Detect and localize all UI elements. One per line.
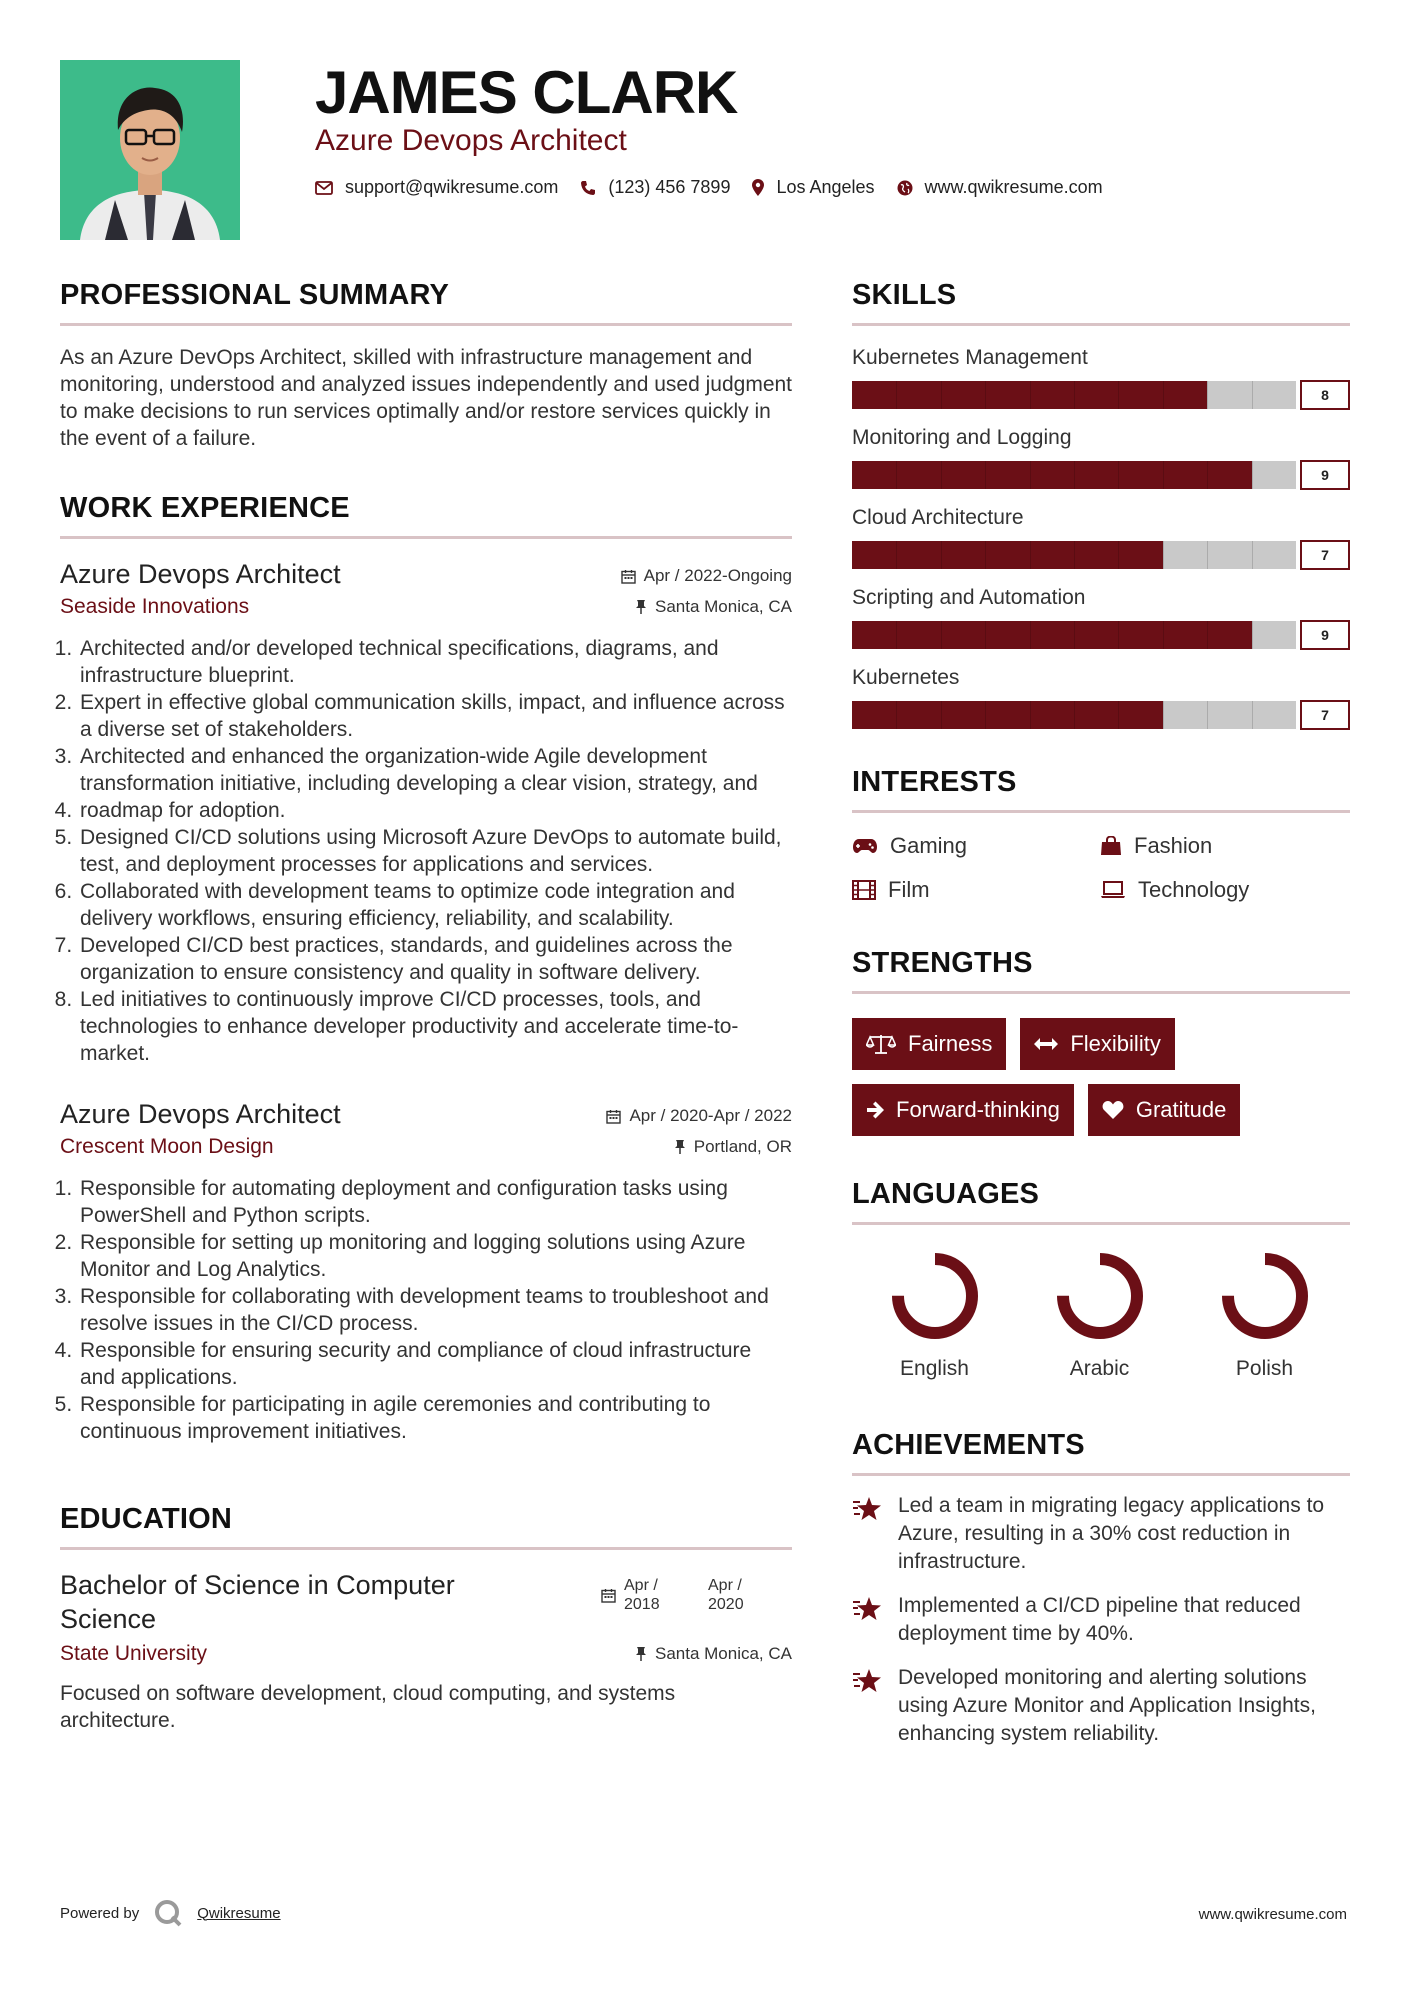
skill-segment-divider	[985, 461, 986, 489]
strength-label: Forward-thinking	[896, 1097, 1060, 1122]
skill-item	[852, 504, 1350, 570]
skill-bar	[852, 380, 1350, 410]
skill-segment-divider	[896, 701, 897, 729]
skill-segment-divider	[941, 541, 942, 569]
right-column	[852, 275, 1350, 1748]
achievement-text: Developed monitoring and alerting solutions using Azure Monitor and Application Insights, enhancing system reliability.	[898, 1666, 1316, 1745]
gamepad-icon	[852, 838, 878, 854]
strength-tag	[852, 1018, 1006, 1070]
summary-text: As an Azure DevOps Architect, skilled with infrastructure management and monitoring, understood and analyzed issues independently and used judgment to make decisions to run services optimally and/or restore services quickly in the event of a failure.	[60, 346, 793, 450]
skill-segment-divider	[1252, 621, 1253, 649]
job-dates: Apr / 2022-Ongoing	[643, 566, 792, 585]
duty-item: 2. Responsible for setting up monitoring and logging solutions using Azure Monitor and Log Analytics.	[78, 1229, 792, 1283]
interests-list	[852, 833, 1350, 903]
achievement-text: Implemented a CI/CD pipeline that reduced deployment time by 40%.	[898, 1594, 1301, 1645]
strength-tag	[1020, 1018, 1174, 1070]
education-location: Santa Monica, CA	[654, 1644, 792, 1663]
achievements-heading: ACHIEVEMENTS	[852, 1425, 1350, 1476]
arrow-right-icon	[866, 1101, 884, 1119]
skill-track	[852, 621, 1296, 649]
skill-name: Kubernetes	[852, 666, 960, 689]
skill-segment-divider	[985, 701, 986, 729]
strengths-heading: STRENGTHS	[852, 943, 1350, 994]
pushpin-icon	[674, 1139, 686, 1155]
duty-item: 1. Responsible for automating deployment and configuration tasks using PowerShell and Python scripts.	[78, 1175, 792, 1229]
skill-bar	[852, 540, 1350, 570]
language-ring	[1053, 1249, 1147, 1343]
skill-segment-divider	[1118, 701, 1119, 729]
skill-track	[852, 541, 1296, 569]
job-role: Azure Devops Architect	[60, 559, 341, 589]
laptop-icon	[1100, 881, 1126, 899]
skill-segment-divider	[1252, 701, 1253, 729]
skill-fill	[852, 621, 1252, 649]
duty-item: 4. roadmap for adoption.	[78, 797, 792, 824]
skill-segment-divider	[1030, 621, 1031, 649]
skill-track	[852, 461, 1296, 489]
skill-bar	[852, 460, 1350, 490]
education-end: Apr / 2020	[708, 1577, 744, 1613]
skill-segment-divider	[1030, 461, 1031, 489]
duty-item: 3. Responsible for collaborating with development teams to troubleshoot and resolve issues in the CI/CD process.	[78, 1283, 792, 1337]
achievements-list	[852, 1492, 1350, 1748]
skill-fill	[852, 701, 1163, 729]
job-entry	[60, 557, 792, 1067]
duty-item: 5. Designed CI/CD solutions using Microsoft Azure DevOps to automate build, test, and deployment processes for applications and services.	[78, 824, 792, 878]
skill-segment-divider	[1118, 621, 1119, 649]
job-duties	[60, 635, 792, 1067]
skill-name: Kubernetes Management	[852, 346, 1088, 369]
job-dates: Apr / 2020-Apr / 2022	[629, 1106, 792, 1125]
skill-segment-divider	[1118, 381, 1119, 409]
language-name: Polish	[1235, 1357, 1294, 1380]
calendar-icon	[621, 569, 636, 584]
skill-name: Scripting and Automation	[852, 586, 1086, 609]
duty-item: 1. Architected and/or developed technical specifications, diagrams, and infrastructure blueprint.	[78, 635, 792, 689]
interest-item	[1100, 877, 1348, 903]
duty-item: 3. Architected and enhanced the organization-wide Agile development transformation initiative, including developing a clear vision, strategy, and	[78, 743, 792, 797]
skill-segment-divider	[941, 461, 942, 489]
star-icon	[852, 1496, 882, 1522]
globe-icon	[897, 180, 913, 196]
strength-label: Fairness	[908, 1031, 993, 1056]
job-company: Crescent Moon Design	[60, 1135, 274, 1158]
languages-heading: LANGUAGES	[852, 1174, 1350, 1225]
skill-segment-divider	[941, 381, 942, 409]
footer-brand-link[interactable]: Qwikresume	[197, 1904, 281, 1922]
strength-tag	[852, 1084, 1074, 1136]
skill-item	[852, 584, 1350, 650]
language-proficiency-arc	[1063, 1259, 1137, 1333]
education-start: Apr / 2018	[624, 1577, 660, 1613]
interest-item	[852, 833, 1100, 859]
skill-item	[852, 664, 1350, 730]
left-column	[60, 275, 792, 1734]
duty-item: 8. Led initiatives to continuously improve CI/CD processes, tools, and technologies to enhance developer productivity and accelerate time-to-market.	[78, 986, 792, 1067]
interest-label: Fashion	[1134, 833, 1213, 858]
languages-list	[852, 1249, 1350, 1381]
skill-segment-divider	[1074, 461, 1075, 489]
language-ring	[888, 1249, 982, 1343]
strengths-list	[852, 1018, 1350, 1136]
achievement-item	[852, 1664, 1350, 1748]
strength-label: Flexibility	[1070, 1031, 1161, 1056]
skill-segment-divider	[1074, 621, 1075, 649]
qwikresume-logo-icon	[153, 1898, 183, 1928]
contact-phone-text: (123) 456 7899	[608, 177, 731, 197]
language-name: English	[900, 1357, 969, 1380]
skills-heading: SKILLS	[852, 275, 1350, 326]
skill-segment-divider	[1163, 701, 1164, 729]
skill-segment-divider	[1163, 621, 1164, 649]
summary-heading: PROFESSIONAL SUMMARY	[60, 275, 792, 326]
skill-segment-divider	[1163, 381, 1164, 409]
skill-bar	[852, 620, 1350, 650]
interest-item	[1100, 833, 1348, 859]
skill-fill	[852, 541, 1163, 569]
envelope-icon	[315, 181, 333, 195]
skill-item	[852, 344, 1350, 410]
skill-segment-divider	[896, 621, 897, 649]
footer-powered-by	[60, 1898, 281, 1928]
skill-track	[852, 701, 1296, 729]
skill-segment-divider	[1030, 541, 1031, 569]
education-entry	[60, 1568, 792, 1734]
education-heading: EDUCATION	[60, 1499, 792, 1550]
duty-item: 4. Responsible for ensuring security and compliance of cloud infrastructure and applications.	[78, 1337, 792, 1391]
achievement-item	[852, 1492, 1350, 1576]
skill-score: 7	[1300, 540, 1350, 570]
pushpin-icon	[635, 599, 647, 615]
skill-fill	[852, 461, 1252, 489]
star-icon	[852, 1596, 882, 1622]
skill-segment-divider	[1207, 541, 1208, 569]
skill-segment-divider	[985, 541, 986, 569]
skill-score: 9	[1300, 620, 1350, 650]
skill-segment-divider	[896, 461, 897, 489]
language-item	[1182, 1249, 1347, 1381]
contact-bar	[315, 177, 1125, 198]
experience-heading: WORK EXPERIENCE	[60, 488, 792, 539]
skill-segment-divider	[941, 621, 942, 649]
interest-label: Technology	[1138, 877, 1250, 902]
skill-score: 9	[1300, 460, 1350, 490]
map-pin-icon	[752, 179, 764, 196]
achievement-text: Led a team in migrating legacy applications to Azure, resulting in a 30% cost reduction in infrastructure.	[898, 1494, 1325, 1573]
duty-item: 5. Responsible for participating in agile ceremonies and contributing to continuous improvement initiatives.	[78, 1391, 792, 1445]
strength-label: Gratitude	[1135, 1097, 1227, 1122]
skill-bar	[852, 700, 1350, 730]
skill-segment-divider	[896, 541, 897, 569]
skill-segment-divider	[1207, 701, 1208, 729]
duty-item: 6. Collaborated with development teams to optimize code integration and delivery workflows, ensuring efficiency, reliability, and scalability.	[78, 878, 792, 932]
skill-name: Monitoring and Logging	[852, 426, 1072, 449]
skill-segment-divider	[1163, 461, 1164, 489]
skill-segment-divider	[1163, 541, 1164, 569]
skill-segment-divider	[941, 701, 942, 729]
skill-segment-divider	[1207, 381, 1208, 409]
calendar-icon	[606, 1109, 621, 1124]
skill-segment-divider	[1252, 381, 1253, 409]
skill-segment-divider	[1252, 461, 1253, 489]
skill-segment-divider	[1207, 461, 1208, 489]
calendar-icon	[601, 1588, 616, 1603]
contact-phone[interactable]	[580, 177, 730, 198]
school-name: State University	[60, 1642, 208, 1665]
skill-segment-divider	[1074, 541, 1075, 569]
skill-segment-divider	[1074, 381, 1075, 409]
job-location: Santa Monica, CA	[654, 597, 792, 616]
job-entry	[60, 1097, 792, 1445]
language-item	[852, 1249, 1017, 1381]
phone-icon	[580, 180, 596, 196]
skill-segment-divider	[1074, 701, 1075, 729]
interests-heading: INTERESTS	[852, 762, 1350, 813]
contact-website[interactable]	[897, 177, 1103, 198]
achievement-item	[852, 1592, 1350, 1648]
skill-segment-divider	[1118, 541, 1119, 569]
interest-item	[852, 877, 1100, 903]
contact-location	[752, 177, 874, 198]
skill-segment-divider	[985, 381, 986, 409]
duty-item: 7. Developed CI/CD best practices, standards, and guidelines across the organization to ensure consistency and quality in software delivery.	[78, 932, 792, 986]
profile-photo	[60, 60, 240, 240]
interest-label: Gaming	[890, 833, 968, 858]
heart-icon	[1102, 1100, 1124, 1120]
language-proficiency-arc	[1228, 1259, 1302, 1333]
skill-segment-divider	[1030, 381, 1031, 409]
powered-by-label: Powered by	[60, 1904, 140, 1922]
degree-name: Bachelor of Science in Computer Science	[60, 1570, 455, 1634]
skill-segment-divider	[1207, 621, 1208, 649]
contact-email[interactable]	[315, 177, 558, 198]
language-item	[1017, 1249, 1182, 1381]
interest-label: Film	[888, 877, 930, 902]
film-icon	[852, 880, 876, 900]
strength-tag	[1088, 1084, 1241, 1136]
pushpin-icon	[635, 1646, 647, 1662]
education-description: Focused on software development, cloud computing, and systems architecture.	[60, 1682, 676, 1732]
job-location: Portland, OR	[693, 1137, 792, 1156]
skill-item	[852, 424, 1350, 490]
footer-website[interactable]: www.qwikresume.com	[1198, 1906, 1347, 1923]
skill-score: 8	[1300, 380, 1350, 410]
language-proficiency-arc	[898, 1259, 972, 1333]
language-ring	[1218, 1249, 1312, 1343]
arrows-horizontal-icon	[1034, 1037, 1058, 1051]
duty-item: 2. Expert in effective global communication skills, impact, and influence across a diverse set of stakeholders.	[78, 689, 792, 743]
skill-score: 7	[1300, 700, 1350, 730]
shopping-bag-icon	[1100, 836, 1122, 856]
job-duties	[60, 1175, 792, 1445]
skill-track	[852, 381, 1296, 409]
skill-segment-divider	[1030, 701, 1031, 729]
candidate-title: Azure Devops Architect	[315, 124, 627, 157]
contact-location-text: Los Angeles	[776, 177, 875, 197]
skill-segment-divider	[896, 381, 897, 409]
language-name: Arabic	[1069, 1357, 1130, 1380]
skill-name: Cloud Architecture	[852, 506, 1024, 529]
job-company: Seaside Innovations	[60, 595, 250, 618]
star-icon	[852, 1668, 882, 1694]
skill-segment-divider	[1252, 541, 1253, 569]
candidate-name: JAMES CLARK	[315, 59, 738, 126]
skill-segment-divider	[1118, 461, 1119, 489]
balance-scale-icon	[866, 1033, 896, 1055]
contact-website-text: www.qwikresume.com	[924, 177, 1103, 197]
job-role: Azure Devops Architect	[60, 1099, 341, 1129]
skill-segment-divider	[985, 621, 986, 649]
contact-email-text: support@qwikresume.com	[345, 177, 559, 197]
skills-list	[852, 344, 1350, 730]
